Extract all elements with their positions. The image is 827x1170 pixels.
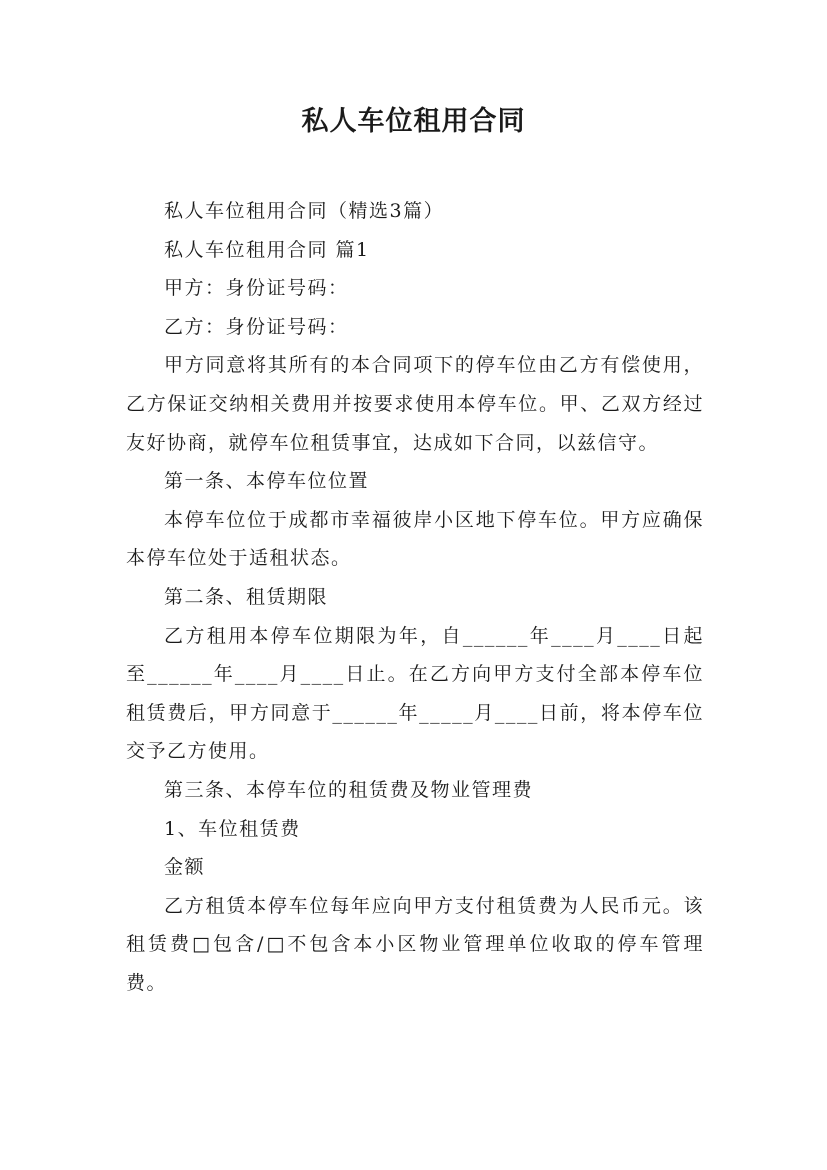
paragraph-amount-label: 金额 <box>164 856 206 879</box>
paragraph-preamble: 甲方同意将其所有的本合同项下的停车位由乙方有偿使用，乙方保证交纳相关费用并按要求使用本停车位。甲、乙双方经过友好协商，就停车位租赁事宜，达成如下合同，以兹信守。 <box>126 354 704 454</box>
paragraph-rent-body: 乙方租赁本停车位每年应向甲方支付租赁费为人民币元。该租赁费□包含/□不包含本小区物业管理单位收取的停车管理费。 <box>126 894 704 994</box>
paragraph-party-a: 甲方：身份证号码： <box>164 277 349 300</box>
paragraph-article-3-heading: 第三条、本停车位的租赁费及物业管理费 <box>164 778 534 801</box>
paragraph-article-1-heading: 第一条、本停车位位置 <box>164 470 370 493</box>
paragraph-section-heading: 私人车位租用合同 篇1 <box>164 238 370 261</box>
paragraph-subtitle: 私人车位租用合同（精选3篇） <box>164 200 445 222</box>
paragraph-article-2-heading: 第二条、租赁期限 <box>164 585 329 608</box>
document-body <box>126 192 704 1002</box>
paragraph-article-1-body: 本停车位位于成都市幸福彼岸小区地下停车位。甲方应确保本停车位处于适租状态。 <box>126 508 704 570</box>
paragraph-article-2-body: 乙方租用本停车位期限为年，自______年____月____日起至______年____月____日止。在乙方向甲方支付全部本停车位租赁费后，甲方同意于______年_____月____日前，将本停车位交予乙方使用。 <box>126 624 704 763</box>
paragraph-item-1-heading: 1、车位租赁费 <box>164 817 301 840</box>
paragraph-party-b: 乙方：身份证号码： <box>164 315 349 338</box>
document-title: 私人车位租用合同 <box>301 106 526 137</box>
